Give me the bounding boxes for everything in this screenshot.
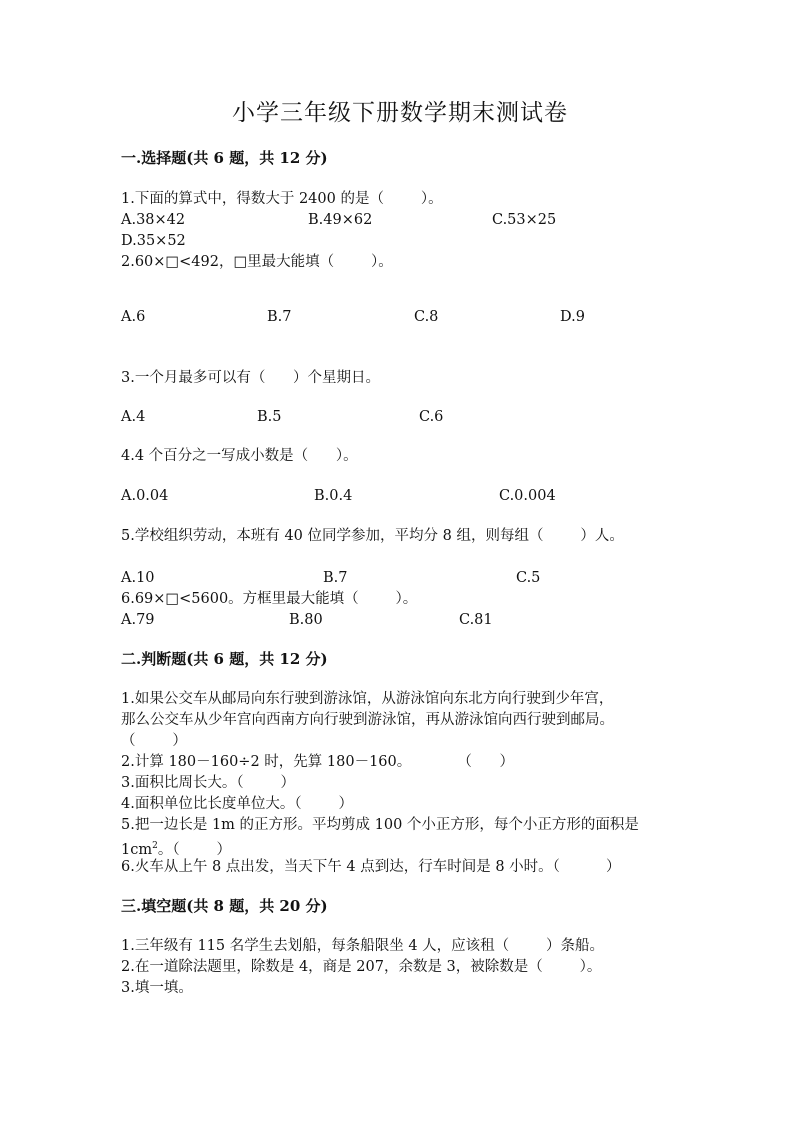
option-c: C.5 <box>516 570 541 586</box>
question-stem: 4.4 个百分之一写成小数是（ ）。 <box>121 448 358 464</box>
option-c: C.8 <box>414 309 439 325</box>
option-b: B.5 <box>257 409 282 425</box>
option-b: B.49×62 <box>308 212 373 228</box>
question-stem: 1.如果公交车从邮局向东行驶到游泳馆，从游泳馆向东北方向行驶到少年宫， <box>121 691 614 707</box>
option-a: A.0.04 <box>121 488 169 504</box>
option-b: B.80 <box>289 612 323 628</box>
question-stem: 4.面积单位比长度单位大。（ ） <box>121 796 353 812</box>
question-stem-continued: 那么公交车从少年宫向西南方向行驶到游泳馆，再从游泳馆向西行驶到邮局。 <box>121 712 614 728</box>
option-c: C.81 <box>459 612 493 628</box>
question-stem: 2.计算 180－160÷2 时，先算 180－160。 （ ） <box>121 754 514 770</box>
option-a: A.38×42 <box>121 212 186 228</box>
section-heading-judgement: 二.判断题(共 6 题，共 12 分) <box>121 650 328 668</box>
option-a: A.4 <box>121 409 146 425</box>
question-stem: 2.60×□<492，□里最大能填（ ）。 <box>121 254 393 270</box>
question-stem: 3.填一填。 <box>121 980 193 996</box>
question-stem: 3.面积比周长大。（ ） <box>121 775 295 791</box>
question-stem: 6.火车从上午 8 点出发，当天下午 4 点到达，行车时间是 8 小时。（ ） <box>121 859 621 875</box>
page-title: 小学三年级下册数学期末测试卷 <box>232 100 568 126</box>
option-a: A.10 <box>121 570 155 586</box>
option-c: C.6 <box>419 409 444 425</box>
option-b: B.7 <box>323 570 348 586</box>
question-stem: 1.下面的算式中，得数大于 2400 的是（ ）。 <box>121 191 443 207</box>
option-a: A.79 <box>121 612 155 628</box>
option-c: C.0.004 <box>499 488 556 504</box>
question-stem: 5.学校组织劳动，本班有 40 位同学参加，平均分 8 组，则每组（ ）人。 <box>121 528 624 544</box>
answer-blank: 。（ ） <box>157 841 231 858</box>
section-heading-choice: 一.选择题(共 6 题，共 12 分) <box>121 149 328 167</box>
question-stem: 1.三年级有 115 名学生去划船，每条船限坐 4 人，应该租（ ）条船。 <box>121 938 605 954</box>
question-stem: 6.69×□<5600。方框里最大能填（ ）。 <box>121 591 418 607</box>
answer-blank: （ ） <box>121 733 187 749</box>
option-d: D.9 <box>560 309 585 325</box>
unit-superscript: 2 <box>152 841 158 851</box>
unit-text: 1cm <box>121 841 153 858</box>
option-a: A.6 <box>121 309 146 325</box>
option-d: D.35×52 <box>121 233 186 249</box>
option-b: B.7 <box>267 309 292 325</box>
section-heading-fill: 三.填空题(共 8 题，共 20 分) <box>121 897 328 915</box>
question-stem: 5.把一边长是 1m 的正方形。平均剪成 100 个小正方形，每个小正方形的面积是 <box>121 817 639 833</box>
question-stem: 3.一个月最多可以有（ ）个星期日。 <box>121 370 380 386</box>
option-c: C.53×25 <box>492 212 557 228</box>
question-stem-continued <box>121 837 231 859</box>
option-b: B.0.4 <box>314 488 353 504</box>
question-stem: 2.在一道除法题里，除数是 4，商是 207，余数是 3，被除数是（ ）。 <box>121 959 602 975</box>
